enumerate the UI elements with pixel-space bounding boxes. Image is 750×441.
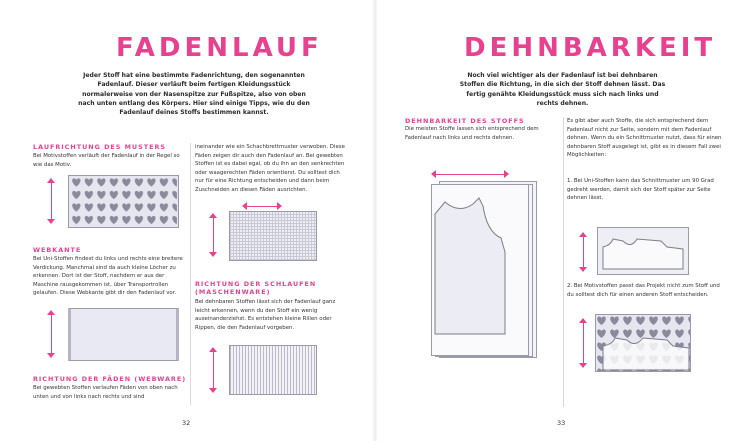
stretch-arrow [431, 170, 509, 178]
bodice-pattern-piece [431, 184, 529, 356]
knit-fabric [229, 345, 317, 395]
grain-arrow-1 [47, 178, 55, 224]
left-page-title: FADENLAUF [116, 33, 323, 63]
right-page [375, 0, 750, 441]
text-richtung-faeden: Bei gewebten Stoffen verlaufen Fäden von oben nach unten und von links nach rechts und sind [33, 385, 178, 400]
right-intro: Noch viel wichtiger als der Fadenlauf ist bei dehnbaren Stoffen die Richtung, in die sich der Stoff dehnen lässt. Das fertig genähte Kleidungsstück muss sich nach links und rechts dehnen. [459, 72, 666, 107]
text-schlaufen: Bei dehnbaren Stoffen lässt sich der Fadenlauf ganz leicht erkennen, wenn du den Stoff ein wenig auseinanderziehst. Es entstehen kleine Rillen oder Rippen, die den Fadenlauf vorgeben. [195, 299, 336, 331]
column-divider-right [563, 117, 564, 407]
selvage-fabric [68, 308, 179, 361]
left-intro: Jeder Stoff hat eine bestimmte Fadenrichtung, den sogenannten Fadenlauf. Dieser verläuft beim fertigen Kleidungsstück normalerweise von der Nasenspitze zur Fußspitze, also von oben nach unten entlang des Körpers. Hier sind einige Tipps, wie du den Fadenlauf deines Stoffs bestimmen kannst. [78, 72, 310, 117]
text-laufrichtung: Bei Motivstoffen verläuft der Fadenlauf in der Regel so wie das Motiv. [33, 153, 180, 168]
text-motivstoffe: 2. Bei Motivstoffen passt das Projekt nicht zum Stoff und du solltest dich für einen anderen Stoff entscheiden. [567, 283, 720, 298]
column-divider-left [190, 143, 191, 405]
text-dehnbarkeit-stoff: Die meisten Stoffe lassen sich entsprechend dem Fadenlauf nach links und rechts dehnen. [405, 126, 539, 141]
heading-webkante: WEBKANTE [33, 246, 82, 254]
text-uni-stoffe: 1. Bei Uni-Stoffen kann das Schnittmuster um 90 Grad gedreht werden, damit sich der Stoff später zur Seite dehnen lässt. [567, 178, 714, 201]
text-mit-fadenlauf: Es gibt aber auch Stoffe, die sich entsprechend dem Fadenlauf nicht zur Seite, sondern mit dem Fadenlauf dehnen. Wenn du ein Schnittmuster nutzt, dass für einen dehnbaren Stoff ausgelegt ist, gibt es in diesem Fall zwei Möglichkeiten: [567, 118, 722, 158]
weft-arrow [242, 202, 282, 210]
text-webkante: Bei Uni-Stoffen findest du links und rechts eine breitere Verdickung. Manchmal sind da auch kleine Löcher zu erkennen. Dort ist der Stoff, nachdem er aus der Maschine rausgekommen ist, über Transportrollen gelaufen. Diese Webkante gibt dir den Fadenlauf vor. [33, 256, 183, 296]
text-schachbrett: ineinander wie ein Schachbrettmuster verwoben. Diese Fäden zeigen dir auch den Fadenlauf an. Bei gewebten Stoffen ist es dabei egal, ob du ihn an den senkrechten oder waagerechten Fäden orientierst. Du solltest dich nur für eine Richtung entscheiden und dann beim Zuschneiden an diesen Fäden ausrichten. [195, 144, 345, 193]
heading-laufrichtung: LAUFRICHTUNG DES MUSTERS [33, 143, 166, 151]
warp-arrow [209, 213, 217, 257]
heading-dehnbarkeit-stoff: DEHNBARKEIT DES STOFFS [405, 117, 525, 125]
heading-schlaufen: RICHTUNG DER SCHLAUFEN (MASCHENWARE) [195, 280, 317, 296]
knit-arrow [209, 347, 217, 393]
motif-fabric [595, 314, 691, 372]
page-number-right: 33 [557, 419, 566, 427]
woven-fabric [229, 211, 317, 261]
motif-arrow [579, 318, 587, 368]
heart-pattern-fabric [68, 175, 179, 228]
grain-arrow-2 [47, 310, 55, 358]
heading-richtung-faeden: RICHTUNG DER FÄDEN (WEBWARE) [33, 375, 187, 383]
right-page-title: DEHNBARKEIT [464, 33, 717, 63]
rotated-pattern-fabric [597, 227, 689, 275]
page-number-left: 32 [182, 419, 191, 427]
rotated-arrow [579, 232, 587, 272]
